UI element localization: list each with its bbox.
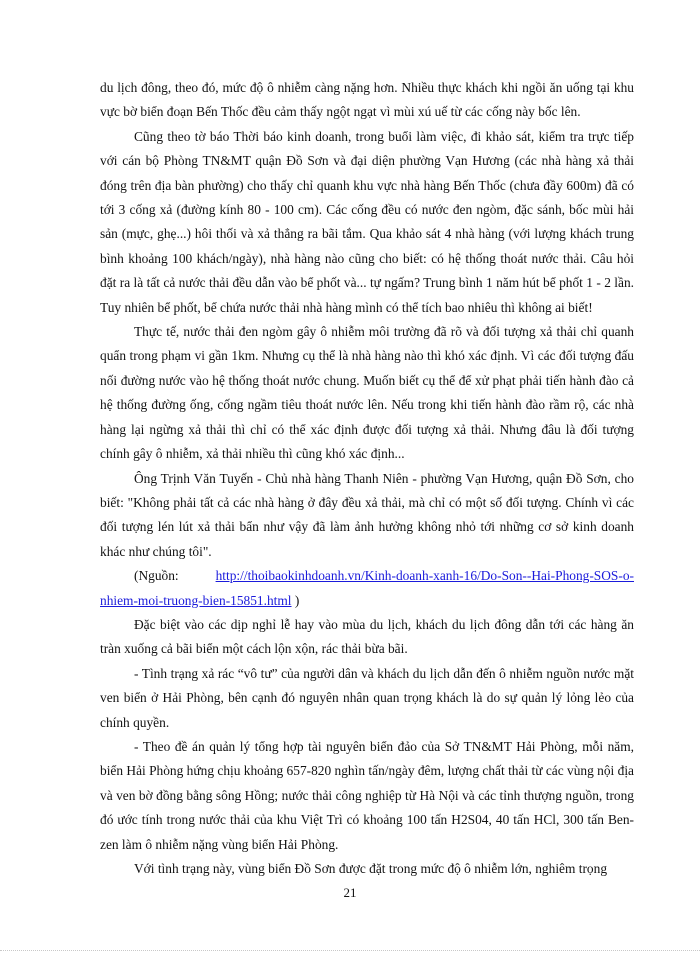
source-citation: [100, 564, 634, 613]
paragraph: Đặc biệt vào các dịp nghỉ lễ hay vào mùa du lịch, khách du lịch đông dẫn tới các hàng ăn tràn xuống cả bãi biển một cách lộn xộn, rác thải bừa bãi.: [100, 616, 634, 657]
paragraph: Với tình trạng này, vùng biển Đồ Sơn được đặt trong mức độ ô nhiễm lớn, nghiêm trọng: [134, 861, 608, 876]
source-prefix: (Nguồn:: [134, 568, 216, 584]
paragraph: Cũng theo tờ báo Thời báo kinh doanh, trong buổi làm việc, đi khảo sát, kiểm tra trực tiếp với cán bộ Phòng TN&MT quận Đồ Sơn và đại diện phường Vạn Hương (các nhà hàng xả thải đóng trên địa bàn phường) cho thấy chỉ quanh khu vực nhà hàng Bến Thốc (chưa đầy 600m) đã có tới 3 cống xả (đường kính 80 - 100 cm). Các cống đều có nước đen ngòm, đặc sánh, bốc mùi hải sản (mực, ghẹ...) hôi thối và xả thẳng ra bãi tắm. Qua khảo sát 4 nhà hàng (với lượng khách trung bình khoảng 100 khách/ngày), nhà hàng nào cũng cho biết: có hệ thống thoát nước thải. Câu hỏi đặt ra là tất cả nước thải đều dẫn vào bể phốt và... tự ngấm? Trung bình 1 năm hút bể phốt 1 - 2 lần. Tuy nhiên bể phốt, bể chứa nước thải nhà hàng mình có thể tích bao nhiêu thì không ai biết!: [100, 128, 634, 315]
paragraph: - Theo đề án quản lý tổng hợp tài nguyên biển đảo của Sở TN&MT Hải Phòng, mỗi năm, biển Hải Phòng hứng chịu khoảng 657-820 nghìn tấn/ngày đêm, lượng chất thải từ các vùng nội địa và ven bờ đồng bằng sông Hồng; nước thải công nghiệp từ Hà Nội và các tỉnh thượng nguồn, trong đó ước tính trong nước thải của khu Việt Trì có khoảng 100 tấn H2S04, 40 tấn HCl, 300 tấn Ben-zen làm ô nhiễm nặng vùng biển Hải Phòng.: [100, 738, 634, 852]
page-number: 21: [343, 885, 357, 900]
page-bottom-divider: [0, 950, 700, 951]
source-link[interactable]: http://thoibaokinhdoanh.vn/Kinh-doanh-xanh-16/Do-Son--Hai-Phong-SOS-o-nhiem-moi-truong-bien-15851.html: [100, 568, 634, 608]
paragraph: Ông Trịnh Văn Tuyến - Chủ nhà hàng Thanh Niên - phường Vạn Hương, quận Đồ Sơn, cho biết: "Không phải tất cả các nhà hàng ở đây đều xả thải, mà chỉ có một số đối tượng. Chính vì các đối tượng lén lút xả thải bẩn như vậy đã làm ảnh hưởng không nhỏ tới những cơ sở kinh doanh khác như chúng tôi".: [100, 470, 634, 559]
paragraph: - Tình trạng xả rác “vô tư” của người dân và khách du lịch dẫn đến ô nhiễm nguồn nước mặt ven biển ở Hải Phòng, bên cạnh đó nguyên nhân quan trọng khách là do sự quản lý lỏng lẻo của chính quyền.: [100, 665, 634, 730]
source-suffix: ): [291, 592, 300, 608]
paragraph: du lịch đông, theo đó, mức độ ô nhiễm càng nặng hơn. Nhiều thực khách khi ngồi ăn uống tại khu vực bờ biển đoạn Bến Thốc đều cảm thấy ngột ngạt vì mùi xú uế từ các cống này bốc lên.: [100, 80, 634, 120]
paragraph: Thực tế, nước thải đen ngòm gây ô nhiễm môi trường đã rõ và đối tượng xả thải chỉ quanh quẩn trong phạm vi gần 1km. Nhưng cụ thể là nhà hàng nào thì khó xác định. Vì các đối tượng đấu nối đường nước vào hệ thống thoát nước chung. Muốn biết cụ thể để xử phạt phải tiến hành đào cả hệ thống đường ống, cống ngầm tiêu thoát nước lên. Nếu trong khi tiến hành đào rầm rộ, các nhà hàng lại ngừng xả thải thì chỉ có thể xác định được đối tượng xả thải. Nhưng đâu là đối tượng chính gây ô nhiễm, xả thải nhiều thì cũng khó xác định...: [100, 324, 634, 462]
body-text: [100, 76, 634, 881]
